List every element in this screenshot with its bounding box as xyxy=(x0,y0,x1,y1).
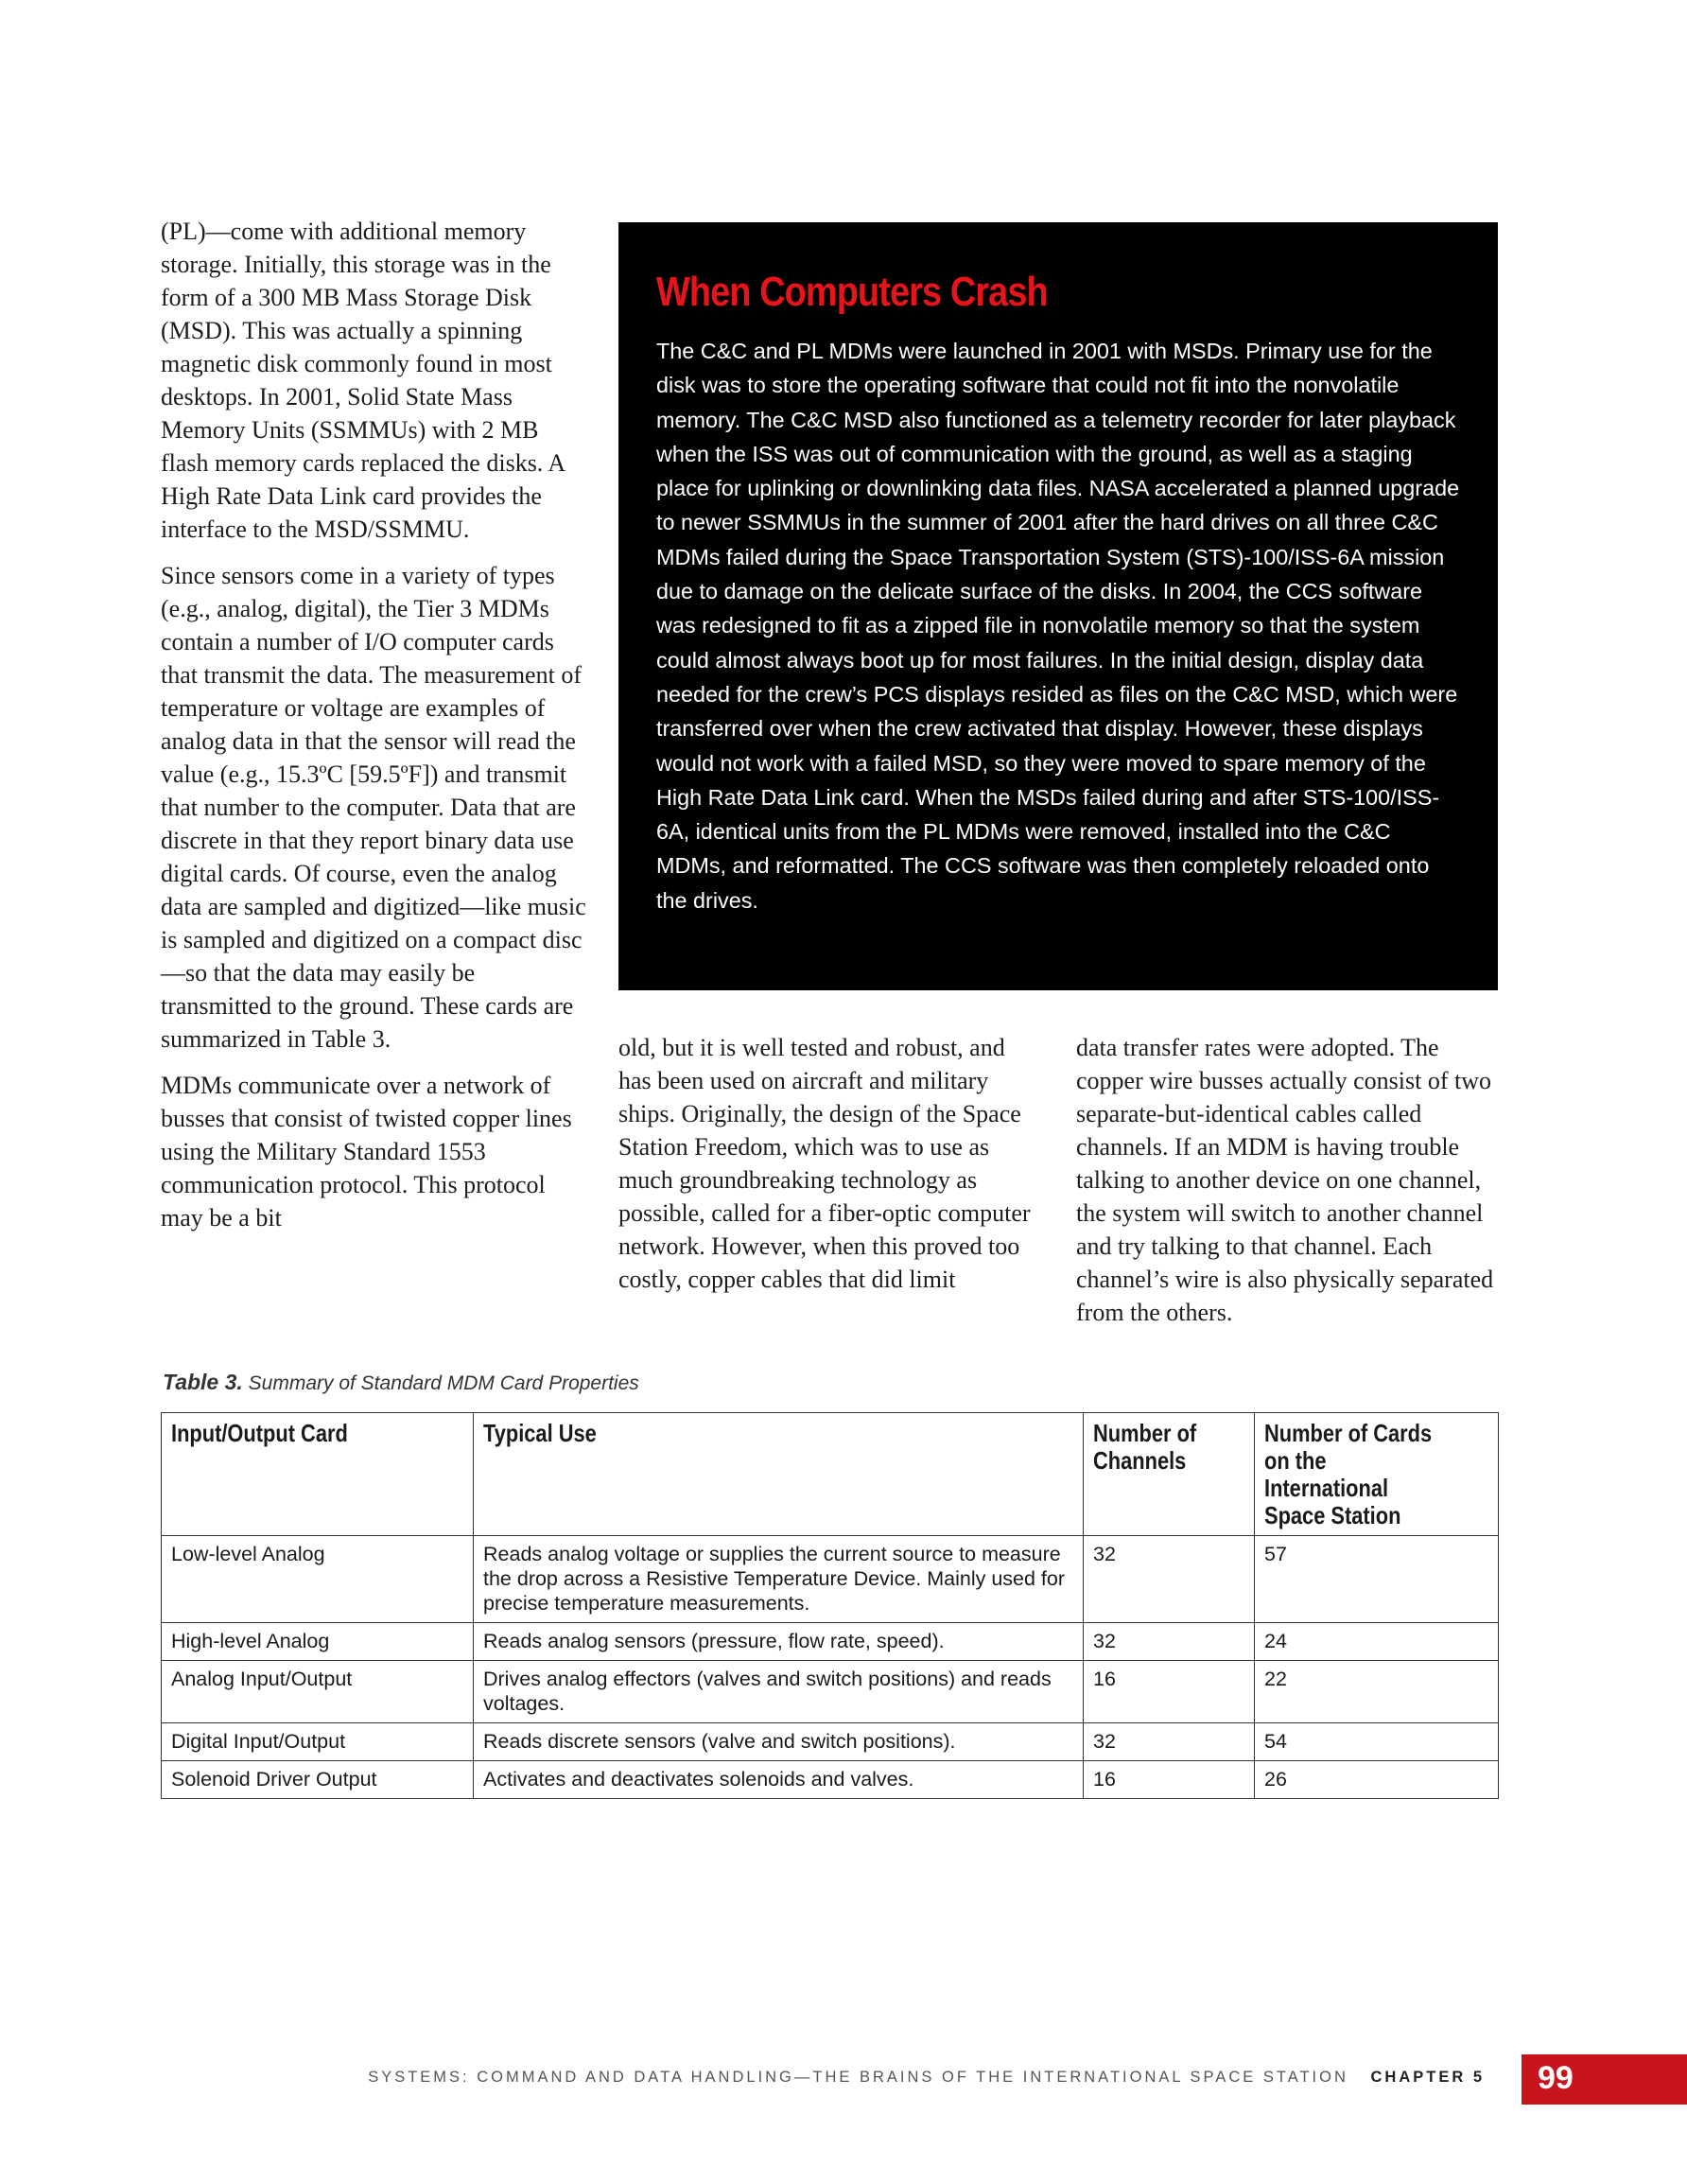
cell-channels: 32 xyxy=(1084,1623,1255,1661)
header-number-of-cards: Number of Cards on the International Space Station xyxy=(1255,1413,1499,1536)
header-io-card: Input/Output Card xyxy=(162,1413,474,1536)
running-title: SYSTEMS: COMMAND AND DATA HANDLING—THE BRAINS OF THE INTERNATIONAL SPACE STATION xyxy=(368,2069,1348,2086)
body-column-middle xyxy=(618,1031,1035,1309)
paragraph-protocol-continued: old, but it is well tested and robust, and has been used on aircraft and military ships. Originally, the design of the Space Station Freedom, which was to use as much groundbreaking technology as possible, called for a fiber-optic computer network. However, when this proved too costly, copper cables that did limit xyxy=(618,1034,1031,1293)
cell-channels: 16 xyxy=(1084,1661,1255,1723)
table-header-row xyxy=(162,1413,1499,1536)
table-row xyxy=(162,1723,1499,1761)
cell-cards: 57 xyxy=(1255,1536,1499,1623)
table-row xyxy=(162,1536,1499,1623)
cell-io-card: Digital Input/Output xyxy=(162,1723,474,1761)
cell-channels: 32 xyxy=(1084,1536,1255,1623)
cell-typical-use: Reads discrete sensors (valve and switch positions). xyxy=(474,1723,1084,1761)
paragraph-sensor-types: Since sensors come in a variety of types (e.g., analog, digital), the Tier 3 MDMs contain a number of I/O computer cards that transmit the data. The measurement of temperature or voltage are examples of analog data in that the sensor will read the value (e.g., 15.3ºC [59.5ºF]) and transmit that number to the computer. Data that are discrete in that they report binary data use digital cards. Of course, even the analog data are sampled and digitized—like music is sampled and digitized on a compact disc—so that the data may easily be transmitted to the ground. These cards are summarized in Table 3. xyxy=(161,562,586,1053)
table-row xyxy=(162,1623,1499,1661)
cell-io-card: Solenoid Driver Output xyxy=(162,1761,474,1799)
cell-typical-use: Reads analog voltage or supplies the current source to measure the drop across a Resistive Temperature Device. Mainly used for precise temperature measurements. xyxy=(474,1536,1084,1623)
header-number-of-channels: Number of Channels xyxy=(1084,1413,1255,1536)
cell-cards: 24 xyxy=(1255,1623,1499,1661)
running-footer xyxy=(368,2069,1485,2087)
mdm-card-table xyxy=(161,1412,1499,1799)
sidebar-box xyxy=(618,222,1498,990)
cell-cards: 22 xyxy=(1255,1661,1499,1723)
page-number-tab xyxy=(1522,2054,1687,2105)
cell-io-card: High-level Analog xyxy=(162,1623,474,1661)
cell-io-card: Low-level Analog xyxy=(162,1536,474,1623)
cell-channels: 16 xyxy=(1084,1761,1255,1799)
sidebar-body: The C&C and PL MDMs were launched in 2001 with MSDs. Primary use for the disk was to store the operating software that could not fit into the nonvolatile memory. The C&C MSD also functioned as a telemetry recorder for later playback when the ISS was out of communication with the ground, as well as a staging place for uplinking or downlinking data files. NASA accelerated a planned upgrade to newer SSMMUs in the summer of 2001 after the hard drives on all three C&C MDMs failed during the Space Transportation System (STS)-100/ISS-6A mission due to damage on the delicate surface of the disks. In 2004, the CCS software was redesigned to fit as a zipped file in nonvolatile memory so that the system could almost always boot up for most failures. In the initial design, display data needed for the crew’s PCS displays resided as files on the C&C MSD, which were transferred over when the crew activated that display. However, these displays would not work with a failed MSD, so they were moved to spare memory of the High Rate Data Link card. When the MSDs failed during and after STS-100/ISS-6A, identical units from the PL MDMs were removed, installed into the C&C MDMs, and reformatted. The CCS software was then completely reloaded onto the drives. xyxy=(656,339,1460,913)
table-row xyxy=(162,1661,1499,1723)
cell-cards: 26 xyxy=(1255,1761,1499,1799)
sidebar-title: When Computers Crash xyxy=(656,269,1048,315)
page-number: 99 xyxy=(1538,2060,1574,2096)
cell-cards: 54 xyxy=(1255,1723,1499,1761)
table-caption xyxy=(163,1370,639,1395)
table-caption-text: Summary of Standard MDM Card Properties xyxy=(248,1372,639,1394)
body-column-right xyxy=(1076,1031,1502,1342)
cell-io-card: Analog Input/Output xyxy=(162,1661,474,1723)
paragraph-memory-storage: (PL)—come with additional memory storage. Initially, this storage was in the form of a 300 MB Mass Storage Disk (MSD). This was actually a spinning magnetic disk commonly found in most desktops. In 2001, Solid State Mass Memory Units (SSMMUs) with 2 MB flash memory cards replaced the disks. A High Rate Data Link card provides the interface to the MSD/SSMMU. xyxy=(161,218,565,543)
table-row xyxy=(162,1761,1499,1799)
body-column-left xyxy=(161,215,586,1248)
cell-typical-use: Activates and deactivates solenoids and valves. xyxy=(474,1761,1084,1799)
paragraph-channels: data transfer rates were adopted. The copper wire busses actually consist of two separate-but-identical cables called channels. If an MDM is having trouble talking to another device on one channel, the system will switch to another channel and try talking to that channel. Each channel’s wire is also physically separated from the others. xyxy=(1076,1034,1494,1326)
header-typical-use: Typical Use xyxy=(474,1413,1084,1536)
table-caption-label: Table 3. xyxy=(163,1370,243,1394)
chapter-label: CHAPTER 5 xyxy=(1370,2069,1485,2086)
paragraph-mdm-network: MDMs communicate over a network of busses that consist of twisted copper lines using the Military Standard 1553 communication protocol. This protocol may be a bit xyxy=(161,1072,572,1232)
cell-channels: 32 xyxy=(1084,1723,1255,1761)
cell-typical-use: Reads analog sensors (pressure, flow rate, speed). xyxy=(474,1623,1084,1661)
cell-typical-use: Drives analog effectors (valves and switch positions) and reads voltages. xyxy=(474,1661,1084,1723)
